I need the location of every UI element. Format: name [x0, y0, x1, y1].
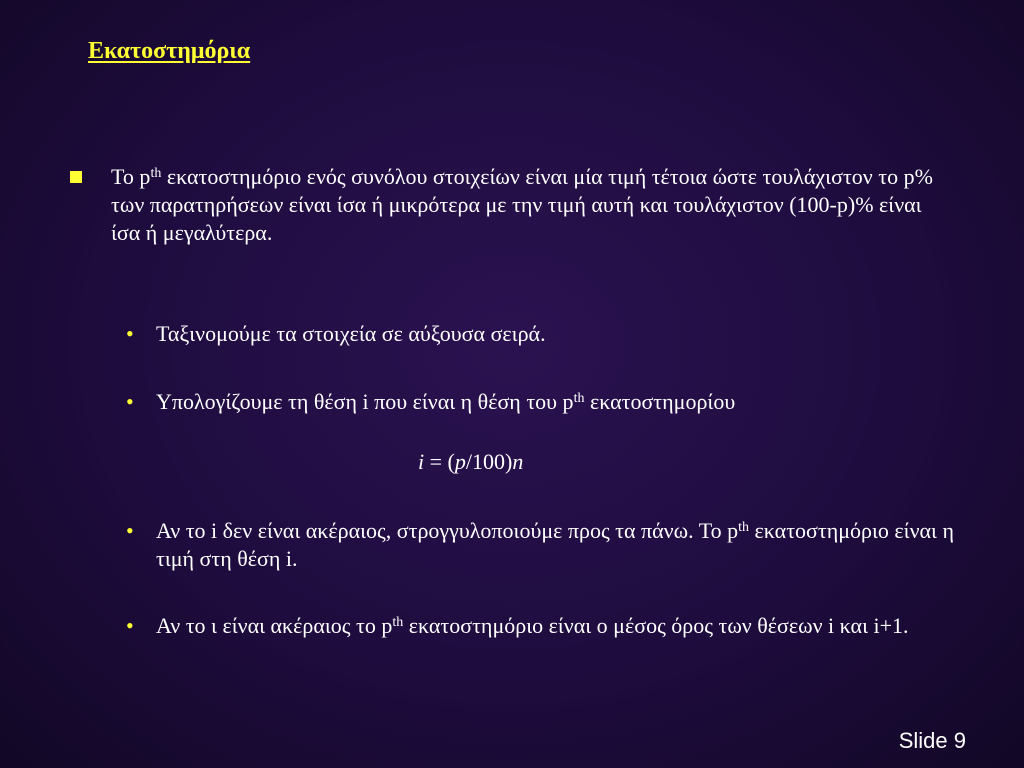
sub-bullet-prefix: Αν το i δεν είναι ακέραιος, στρογγυλοποιούμε προς τα πάνω. Το p: [156, 518, 739, 543]
bullet-dot-icon: •: [126, 321, 134, 346]
sub-bullet-rest: εκατοστημόριο είναι η τιμή στη θέση i.: [156, 518, 954, 571]
formula-p: p: [454, 449, 466, 474]
square-bullet-icon: [70, 171, 82, 183]
sub-bullet-prefix: Υπολογίζουμε τη θέση i που είναι η θέση του p: [156, 389, 574, 414]
sub-bullet-non-integer: [126, 517, 966, 573]
main-bullet-rest: εκατοστημόριο ενός συνόλου στοιχείων είναι μία τιμή τέτοια ώστε τουλάχιστον το p% των παρατηρήσεων είναι ίσα ή μικρότερα με την τιμή αυτή και τουλάχιστον (100-p)% είναι ίσα ή μεγαλύτερα.: [111, 164, 933, 245]
main-bullet-superscript: th: [150, 166, 162, 181]
slide-title: Εκατοστημόρια: [88, 38, 251, 64]
sub-bullet-text: [156, 517, 966, 573]
bullet-dot-icon: •: [126, 518, 134, 543]
sub-bullet-text: [156, 612, 966, 640]
position-formula: [418, 449, 523, 475]
bullet-dot-icon: •: [126, 389, 134, 414]
sub-bullet-superscript: th: [573, 391, 585, 406]
sub-bullet-position: [126, 388, 966, 416]
slide-number: Slide 9: [898, 728, 966, 753]
sub-bullet-integer: [126, 612, 966, 640]
formula-i: i: [418, 449, 425, 474]
formula-divide: /100): [465, 449, 513, 474]
sub-bullet-rest: εκατοστημορίου: [584, 389, 736, 414]
sub-bullet-prefix: Αν το ι είναι ακέραιος το p: [156, 613, 393, 638]
sub-bullet-rest: εκατοστημόριο είναι ο μέσος όρος των θέσεων i και i+1.: [403, 613, 909, 638]
sub-bullet-sort: [126, 320, 966, 348]
formula-n: n: [512, 449, 524, 474]
main-bullet: [70, 163, 950, 247]
sub-bullet-text: [156, 388, 966, 416]
sub-bullet-text: Ταξινομούμε τα στοιχεία σε αύξουσα σειρά.: [156, 321, 546, 346]
bullet-dot-icon: •: [126, 613, 134, 638]
main-bullet-text: [111, 163, 950, 247]
main-bullet-prefix: Το p: [111, 164, 151, 189]
sub-bullet-superscript: th: [392, 615, 404, 630]
formula-equals: = (: [424, 449, 455, 474]
sub-bullet-superscript: th: [738, 520, 750, 535]
